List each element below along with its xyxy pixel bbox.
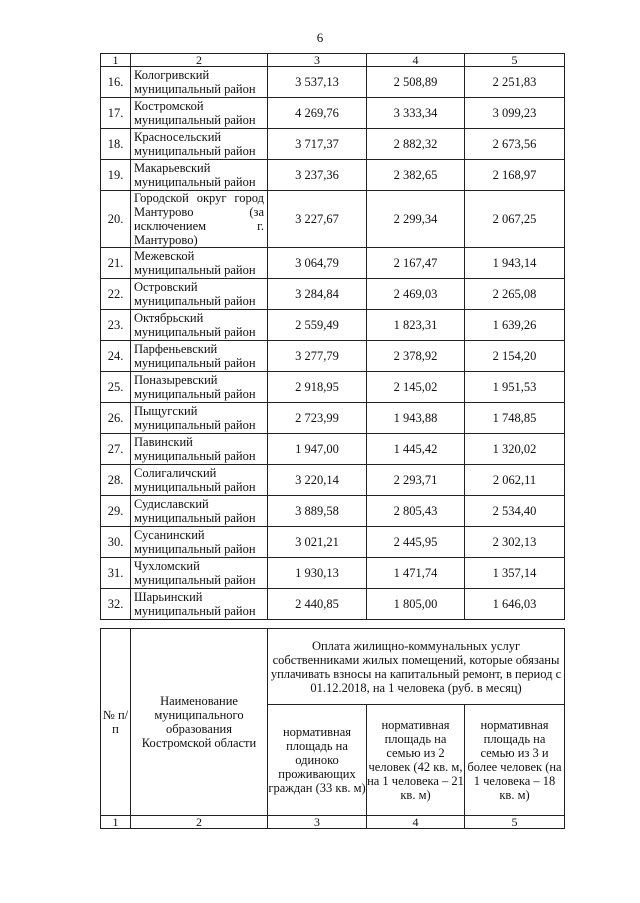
column-number: 3 (268, 54, 367, 67)
value-two-persons: 2 882,32 (367, 129, 465, 160)
value-three-plus: 2 302,13 (465, 527, 565, 558)
value-two-persons: 3 333,34 (367, 98, 465, 129)
column-number: 5 (465, 816, 565, 829)
value-single: 3 227,67 (268, 191, 367, 248)
value-single: 3 220,14 (268, 465, 367, 496)
row-number: 17. (101, 98, 131, 129)
row-number: 25. (101, 372, 131, 403)
column-number: 4 (367, 816, 465, 829)
municipality-name: Костромской муниципальный район (131, 98, 268, 129)
value-three-plus: 2 534,40 (465, 496, 565, 527)
value-three-plus: 1 943,14 (465, 248, 565, 279)
table-row (101, 527, 565, 558)
value-two-persons: 2 378,92 (367, 341, 465, 372)
value-two-persons: 2 382,65 (367, 160, 465, 191)
subheader-single: нормативная площадь на одиноко проживающих граждан (33 кв. м) (268, 705, 367, 816)
value-two-persons: 1 823,31 (367, 310, 465, 341)
municipality-name: Макарьевский муниципальный район (131, 160, 268, 191)
municipality-name: Кологривский муниципальный район (131, 67, 268, 98)
value-single: 1 930,13 (268, 558, 367, 589)
value-single: 3 717,37 (268, 129, 367, 160)
municipality-name: Октябрьский муниципальный район (131, 310, 268, 341)
table-row (101, 67, 565, 98)
subheader-three-plus: нормативная площадь на семью из 3 и более человек (на 1 человека – 18 кв. м) (465, 705, 565, 816)
table-row (101, 558, 565, 589)
value-single: 3 064,79 (268, 248, 367, 279)
value-three-plus: 1 320,02 (465, 434, 565, 465)
value-single: 3 277,79 (268, 341, 367, 372)
value-three-plus: 2 067,25 (465, 191, 565, 248)
municipality-name: Парфеньевский муниципальный район (131, 341, 268, 372)
value-single: 3 237,36 (268, 160, 367, 191)
table-row (101, 279, 565, 310)
row-number: 29. (101, 496, 131, 527)
column-number: 1 (101, 54, 131, 67)
column-number: 5 (465, 54, 565, 67)
table-row (101, 403, 565, 434)
column-number: 4 (367, 54, 465, 67)
table-row (101, 341, 565, 372)
value-two-persons: 1 805,00 (367, 589, 465, 620)
municipality-name: Поназыревский муниципальный район (131, 372, 268, 403)
value-single: 3 284,84 (268, 279, 367, 310)
value-two-persons: 1 471,74 (367, 558, 465, 589)
row-number: 16. (101, 67, 131, 98)
municipality-name: Островский муниципальный район (131, 279, 268, 310)
column-number: 3 (268, 816, 367, 829)
value-single: 3 021,21 (268, 527, 367, 558)
value-three-plus: 2 168,97 (465, 160, 565, 191)
value-two-persons: 1 445,42 (367, 434, 465, 465)
table-row (101, 465, 565, 496)
municipality-name: Павинский муниципальный район (131, 434, 268, 465)
value-single: 3 889,58 (268, 496, 367, 527)
value-three-plus: 1 357,14 (465, 558, 565, 589)
value-three-plus: 2 673,56 (465, 129, 565, 160)
row-number: 22. (101, 279, 131, 310)
table-row (101, 310, 565, 341)
value-three-plus: 1 748,85 (465, 403, 565, 434)
row-number: 23. (101, 310, 131, 341)
value-single: 4 269,76 (268, 98, 367, 129)
municipality-name: Шарьинский муниципальный район (131, 589, 268, 620)
table-row (101, 434, 565, 465)
value-three-plus: 2 251,83 (465, 67, 565, 98)
tariff-table-header (100, 628, 565, 829)
municipality-name: Судиславский муниципальный район (131, 496, 268, 527)
row-number: 20. (101, 191, 131, 248)
value-two-persons: 2 167,47 (367, 248, 465, 279)
value-two-persons: 2 508,89 (367, 67, 465, 98)
page-number: 6 (316, 30, 324, 45)
row-number: 31. (101, 558, 131, 589)
row-number: 28. (101, 465, 131, 496)
col-municipality-header: Наименование муниципального образования Костромской области (131, 629, 268, 816)
value-three-plus: 2 154,20 (465, 341, 565, 372)
value-three-plus: 2 265,08 (465, 279, 565, 310)
tariff-table-continued (100, 53, 565, 620)
column-number: 2 (131, 54, 268, 67)
table-row (101, 191, 565, 248)
table-row (101, 129, 565, 160)
row-number: 32. (101, 589, 131, 620)
value-three-plus: 2 062,11 (465, 465, 565, 496)
value-two-persons: 1 943,88 (367, 403, 465, 434)
value-three-plus: 3 099,23 (465, 98, 565, 129)
municipality-name: Сусанинский муниципальный район (131, 527, 268, 558)
value-two-persons: 2 469,03 (367, 279, 465, 310)
municipality-name: Межевской муниципальный район (131, 248, 268, 279)
column-number: 1 (101, 816, 131, 829)
value-three-plus: 1 646,03 (465, 589, 565, 620)
col-number-header: № п/п (101, 629, 131, 816)
municipality-name: Пыщугский муниципальный район (131, 403, 268, 434)
subheader-two-persons: нормативная площадь на семью из 2 человек (42 кв. м, на 1 человека – 21 кв. м) (367, 705, 465, 816)
municipality-name: Чухломский муниципальный район (131, 558, 268, 589)
table-row (101, 372, 565, 403)
column-numbers-row (101, 816, 565, 829)
value-single: 3 537,13 (268, 67, 367, 98)
value-two-persons: 2 293,71 (367, 465, 465, 496)
value-three-plus: 1 639,26 (465, 310, 565, 341)
value-single: 2 918,95 (268, 372, 367, 403)
row-number: 26. (101, 403, 131, 434)
row-number: 21. (101, 248, 131, 279)
table-row (101, 496, 565, 527)
value-two-persons: 2 145,02 (367, 372, 465, 403)
row-number: 27. (101, 434, 131, 465)
value-two-persons: 2 299,34 (367, 191, 465, 248)
value-three-plus: 1 951,53 (465, 372, 565, 403)
municipality-name: Солигаличский муниципальный район (131, 465, 268, 496)
column-number: 2 (131, 816, 268, 829)
value-single: 2 723,99 (268, 403, 367, 434)
value-two-persons: 2 445,95 (367, 527, 465, 558)
table-row (101, 98, 565, 129)
value-single: 2 440,85 (268, 589, 367, 620)
column-numbers-row (101, 54, 565, 67)
value-single: 2 559,49 (268, 310, 367, 341)
value-two-persons: 2 805,43 (367, 496, 465, 527)
table-row (101, 248, 565, 279)
row-number: 24. (101, 341, 131, 372)
row-number: 18. (101, 129, 131, 160)
row-number: 19. (101, 160, 131, 191)
row-number: 30. (101, 527, 131, 558)
payment-header: Оплата жилищно-коммунальных услуг собственниками жилых помещений, которые обязаны уплачивать взносы на капитальный ремонт, в период с 01.12.2018, на 1 человека (руб. в месяц) (268, 629, 565, 705)
table-row (101, 160, 565, 191)
value-single: 1 947,00 (268, 434, 367, 465)
municipality-name: Городской округ город Мантурово (за исключением г. Мантурово) (131, 191, 268, 248)
municipality-name: Красносельский муниципальный район (131, 129, 268, 160)
table-row (101, 589, 565, 620)
